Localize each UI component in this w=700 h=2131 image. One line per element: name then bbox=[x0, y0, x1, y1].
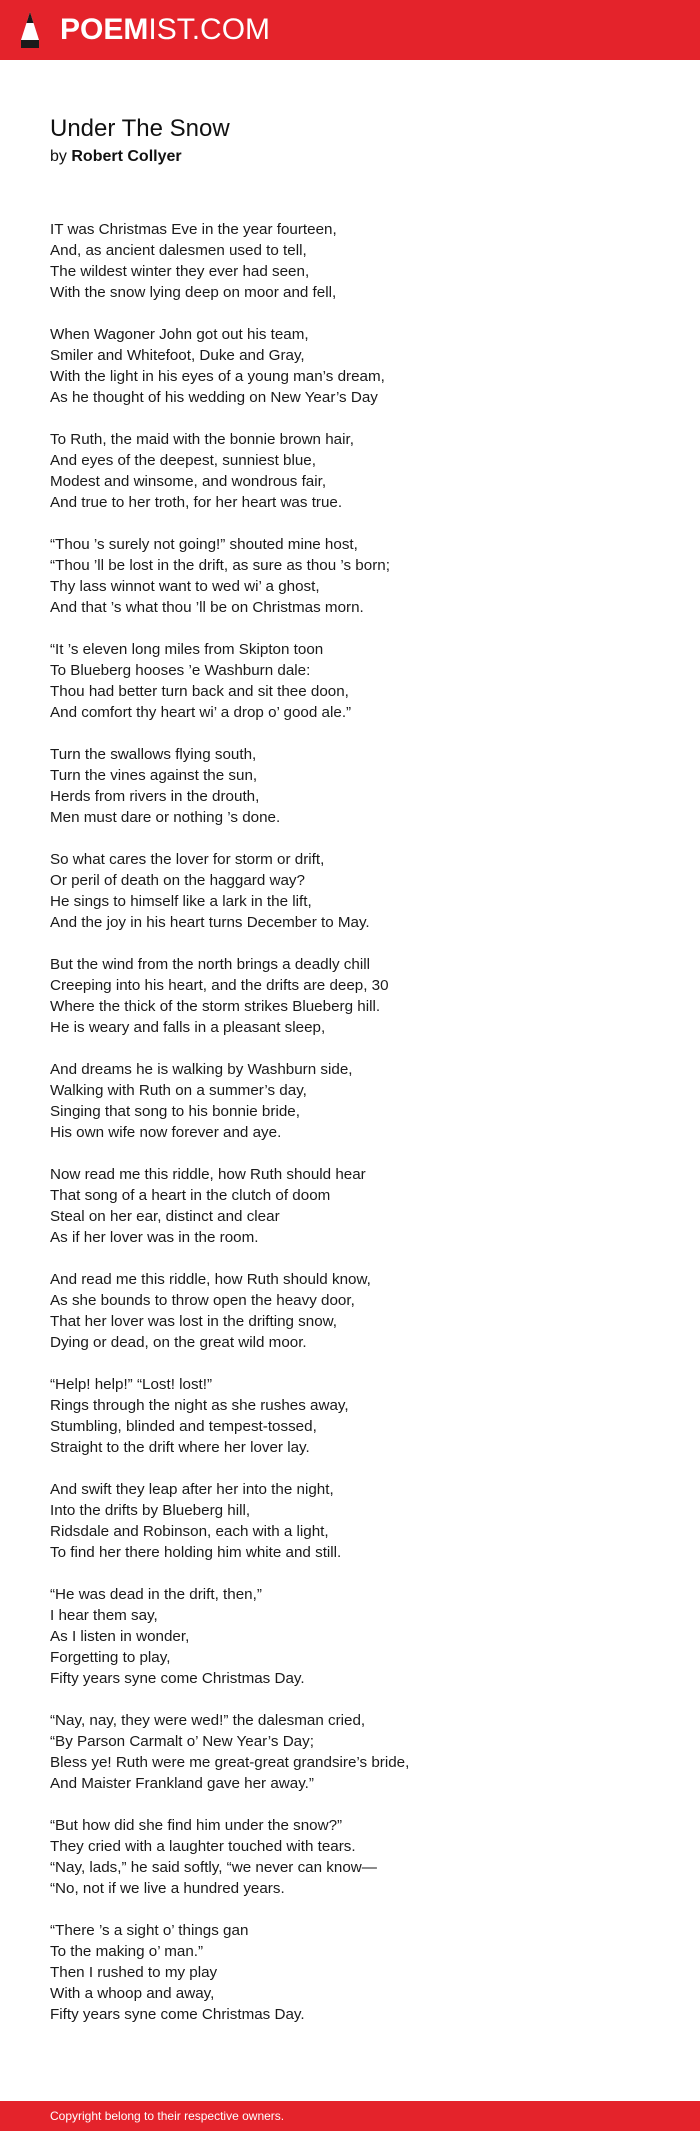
poem-line: I hear them say, bbox=[50, 1607, 158, 1624]
poem-line: Fifty years syne come Christmas Day. bbox=[50, 1670, 305, 1687]
stanza bbox=[50, 429, 650, 513]
site-footer bbox=[0, 2101, 700, 2131]
poem-line: “No, not if we live a hundred years. bbox=[50, 1880, 285, 1897]
poem-line: Straight to the drift where her lover lay. bbox=[50, 1439, 310, 1456]
poem-line: To Blueberg hooses ’e Washburn dale: bbox=[50, 662, 311, 679]
logo-light-text: IST.COM bbox=[148, 13, 271, 46]
poem-line: Then I rushed to my play bbox=[50, 1964, 218, 1981]
stanza bbox=[50, 1374, 650, 1458]
poem-line: They cried with a laughter touched with tears. bbox=[50, 1838, 356, 1855]
byline bbox=[50, 146, 650, 168]
poem-line: Herds from rivers in the drouth, bbox=[50, 788, 260, 805]
poem-line: Creeping into his heart, and the drifts are deep, 30 bbox=[50, 977, 389, 994]
poem-line: And swift they leap after her into the night, bbox=[50, 1481, 334, 1498]
poem-body bbox=[50, 219, 650, 2025]
poem-line: To Ruth, the maid with the bonnie brown hair, bbox=[50, 431, 354, 448]
stanza bbox=[50, 219, 650, 303]
poem-content bbox=[50, 112, 650, 2046]
stanza bbox=[50, 744, 650, 828]
stanza bbox=[50, 1920, 650, 2025]
poem-line: And the joy in his heart turns December to May. bbox=[50, 914, 370, 931]
poem-line: “Thou ’s surely not going!” shouted mine host, bbox=[50, 536, 358, 553]
poem-line: And comfort thy heart wi’ a drop o’ good ale.” bbox=[50, 704, 352, 721]
poem-line: Rings through the night as she rushes away, bbox=[50, 1397, 349, 1414]
poem-line: As I listen in wonder, bbox=[50, 1628, 190, 1645]
stanza bbox=[50, 1479, 650, 1563]
poem-line: But the wind from the north brings a deadly chill bbox=[50, 956, 370, 973]
poem-line: Fifty years syne come Christmas Day. bbox=[50, 2006, 305, 2023]
poem-line: Dying or dead, on the great wild moor. bbox=[50, 1334, 307, 1351]
poem-line: And read me this riddle, how Ruth should know, bbox=[50, 1271, 371, 1288]
pencil-logo-icon[interactable] bbox=[17, 10, 43, 50]
poem-line: The wildest winter they ever had seen, bbox=[50, 263, 310, 280]
poem-line: With the light in his eyes of a young man’s dream, bbox=[50, 368, 385, 385]
poem-line: Now read me this riddle, how Ruth should hear bbox=[50, 1166, 366, 1183]
stanza bbox=[50, 1710, 650, 1794]
stanza bbox=[50, 1584, 650, 1689]
poem-line: “But how did she find him under the snow?” bbox=[50, 1817, 343, 1834]
poem-line: Modest and winsome, and wondrous fair, bbox=[50, 473, 327, 490]
poem-line: And eyes of the deepest, sunniest blue, bbox=[50, 452, 316, 469]
poem-line: And true to her troth, for her heart was true. bbox=[50, 494, 343, 511]
poem-line: With the snow lying deep on moor and fell, bbox=[50, 284, 337, 301]
poem-line: Men must dare or nothing ’s done. bbox=[50, 809, 281, 826]
poem-line: Forgetting to play, bbox=[50, 1649, 171, 1666]
poem-line: “Help! help!” “Lost! lost!” bbox=[50, 1376, 213, 1393]
poem-line: When Wagoner John got out his team, bbox=[50, 326, 309, 343]
poem-line: To the making o’ man.” bbox=[50, 1943, 204, 1960]
copyright-text: Copyright belong to their respective owners. bbox=[50, 2109, 285, 2123]
author-name[interactable]: Robert Collyer bbox=[71, 148, 182, 165]
poem-line: Where the thick of the storm strikes Blueberg hill. bbox=[50, 998, 381, 1015]
stanza bbox=[50, 1269, 650, 1353]
poem-line: That song of a heart in the clutch of doom bbox=[50, 1187, 331, 1204]
poem-line: “It ’s eleven long miles from Skipton toon bbox=[50, 641, 324, 658]
poem-line: As she bounds to throw open the heavy door, bbox=[50, 1292, 355, 1309]
poem-line: Thy lass winnot want to wed wi’ a ghost, bbox=[50, 578, 320, 595]
poem-line: Into the drifts by Blueberg hill, bbox=[50, 1502, 251, 1519]
stanza bbox=[50, 954, 650, 1038]
stanza bbox=[50, 849, 650, 933]
stanza bbox=[50, 1164, 650, 1248]
poem-line: Steal on her ear, distinct and clear bbox=[50, 1208, 280, 1225]
poem-line: Walking with Ruth on a summer’s day, bbox=[50, 1082, 307, 1099]
poem-line: Singing that song to his bonnie bride, bbox=[50, 1103, 300, 1120]
poem-line: “By Parson Carmalt o’ New Year’s Day; bbox=[50, 1733, 314, 1750]
stanza bbox=[50, 324, 650, 408]
site-logo[interactable] bbox=[60, 0, 270, 60]
stanza bbox=[50, 534, 650, 618]
stanza bbox=[50, 1059, 650, 1143]
poem-line: He sings to himself like a lark in the lift, bbox=[50, 893, 312, 910]
poem-line: “There ’s a sight o’ things gan bbox=[50, 1922, 249, 1939]
poem-line: Turn the vines against the sun, bbox=[50, 767, 258, 784]
poem-line: “He was dead in the drift, then,” bbox=[50, 1586, 262, 1603]
poem-line: Ridsdale and Robinson, each with a light, bbox=[50, 1523, 329, 1540]
poem-title: Under The Snow bbox=[50, 115, 230, 142]
poem-line: Stumbling, blinded and tempest-tossed, bbox=[50, 1418, 317, 1435]
stanza bbox=[50, 1815, 650, 1899]
logo-bold-text: POEM bbox=[60, 13, 149, 46]
poem-line: Bless ye! Ruth were me great-great grandsire’s bride, bbox=[50, 1754, 410, 1771]
poem-line: Or peril of death on the haggard way? bbox=[50, 872, 305, 889]
poem-line: With a whoop and away, bbox=[50, 1985, 215, 2002]
poem-line: And, as ancient dalesmen used to tell, bbox=[50, 242, 307, 259]
poem-line: And that ’s what thou ’ll be on Christmas morn. bbox=[50, 599, 364, 616]
poem-line: And Maister Frankland gave her away.” bbox=[50, 1775, 314, 1792]
poem-line: Turn the swallows flying south, bbox=[50, 746, 257, 763]
poem-line: IT was Christmas Eve in the year fourteen, bbox=[50, 221, 337, 238]
poem-line: As he thought of his wedding on New Year’s Day bbox=[50, 389, 378, 406]
poem-line: Thou had better turn back and sit thee doon, bbox=[50, 683, 349, 700]
poem-line: That her lover was lost in the drifting snow, bbox=[50, 1313, 338, 1330]
poem-line: “Nay, nay, they were wed!” the dalesman cried, bbox=[50, 1712, 366, 1729]
site-header bbox=[0, 0, 700, 60]
poem-line: To find her there holding him white and still. bbox=[50, 1544, 342, 1561]
poem-line: So what cares the lover for storm or drift, bbox=[50, 851, 325, 868]
poem-line: Smiler and Whitefoot, Duke and Gray, bbox=[50, 347, 305, 364]
poem-line: He is weary and falls in a pleasant sleep, bbox=[50, 1019, 326, 1036]
stanza bbox=[50, 639, 650, 723]
poem-line: As if her lover was in the room. bbox=[50, 1229, 259, 1246]
by-label: by bbox=[50, 148, 67, 165]
poem-line: “Thou ’ll be lost in the drift, as sure as thou ’s born; bbox=[50, 557, 390, 574]
poem-line: “Nay, lads,” he said softly, “we never can know— bbox=[50, 1859, 377, 1876]
poem-line: His own wife now forever and aye. bbox=[50, 1124, 282, 1141]
poem-line: And dreams he is walking by Washburn side, bbox=[50, 1061, 353, 1078]
